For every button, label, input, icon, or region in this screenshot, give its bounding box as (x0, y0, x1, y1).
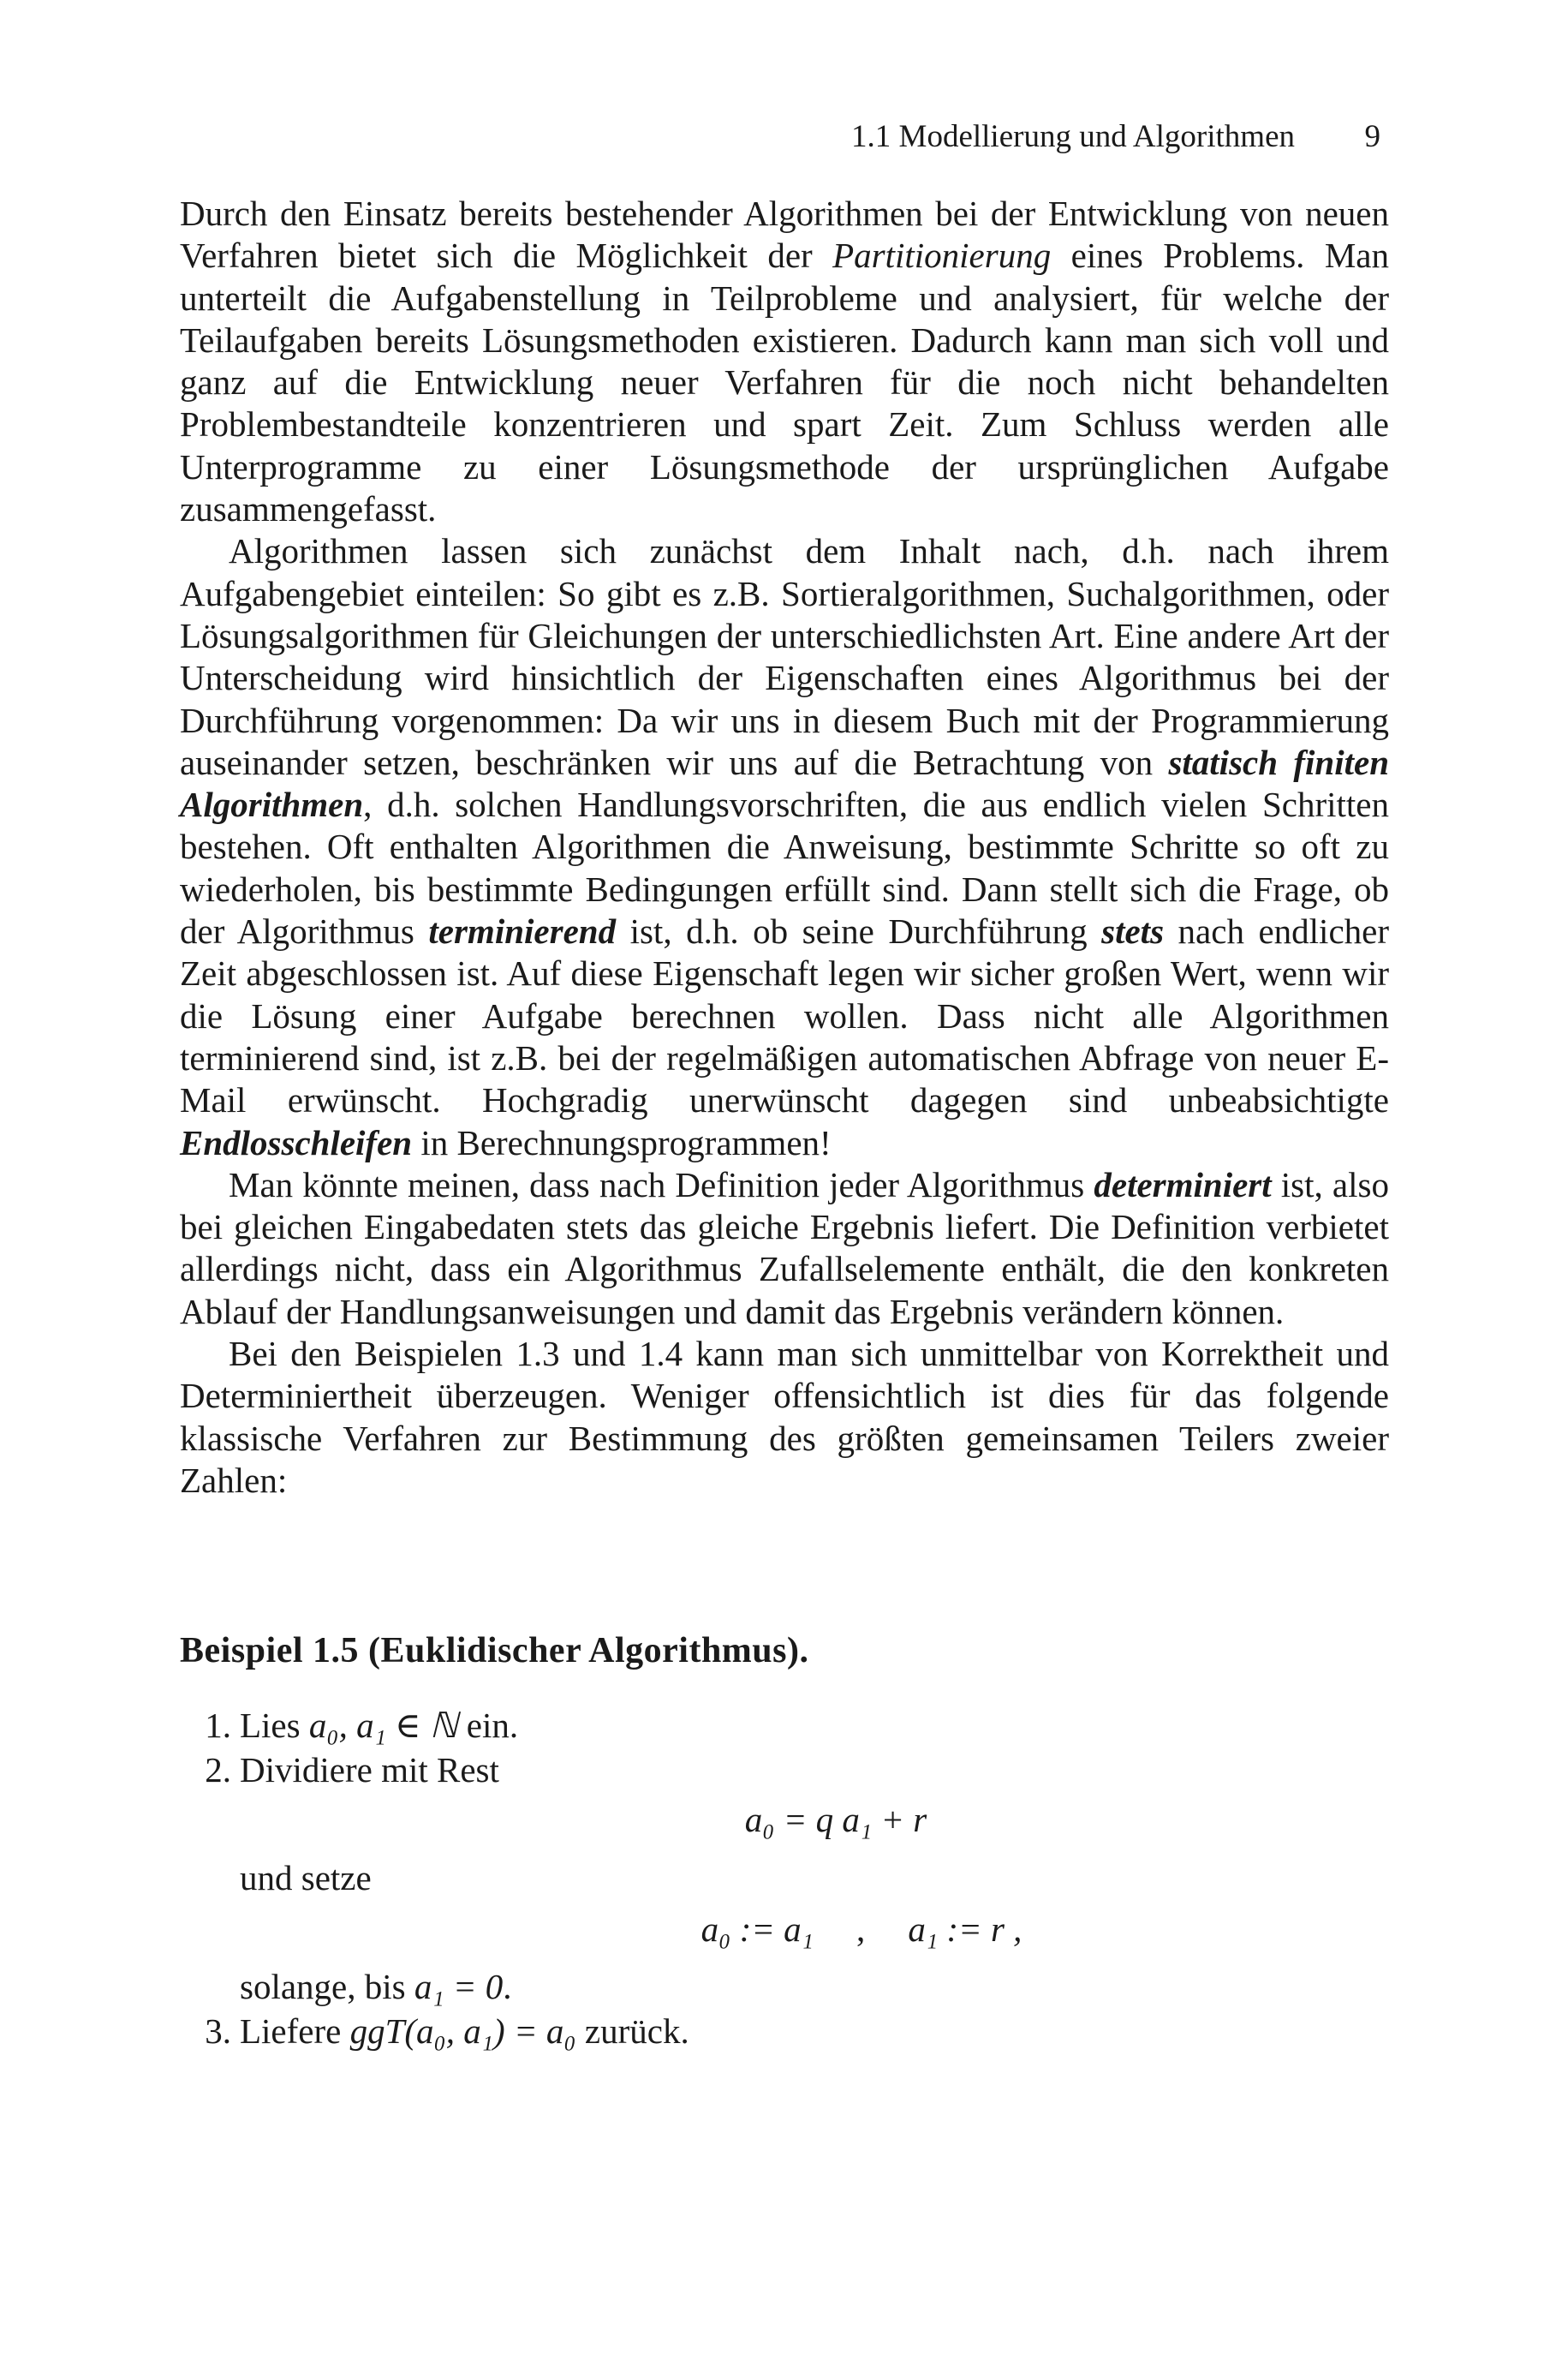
term-partitionierung: Partitionierung (832, 236, 1052, 276)
term-statisch-finit: statisch finiten Algorithmen (180, 742, 1389, 825)
equation-assign (180, 1909, 1466, 1950)
step-number: 2. (205, 1750, 231, 1789)
paragraph-determiniert: Man könnte meinen, dass nach Definition jeder Algorithmus determiniert ist, also bei gleichen Eingabedaten stets das gleiche Ergebnis liefert. Die Definition verbietet allerdings nicht, dass ein Algorithmus Zufallselemente enthält, die den konkreten Ablauf der Handlungsanweisungen und damit das Ergebnis verändern können. (180, 1164, 1389, 1331)
assign-separator: , (856, 1909, 866, 1949)
paragraph-einteilung: Algorithmen lassen sich zunächst dem Inhalt nach, d.h. nach ihrem Aufgabengebiet einteilen: So gibt es z.B. Sortieralgorithmen, Suchalgorithmen, oder Lösungsalgorithmen für Gleichungen der unterschiedlichsten Art. Eine andere Art der Unterscheidung wird hinsichtlich der Eigenschaften eines Algorithmus bei der Durchführung vorgenommen: Da wir uns in diesem Buch mit der Programmierung auseinander setzen, beschränken wir uns auf die Betrachtung von statisch finiten Algorithmen, d.h. solchen Handlungsvorschriften, die aus endlich vielen Schritten bestehen. Oft enthalten Algorithmen die Anweisung, bestimmte Schritte so oft zu wiederholen, bis bestimmte Bedingungen erfüllt sind. Dann stellt sich die Frage, ob der Algorithmus terminierend ist, d.h. ob seine Durchführung stets nach endlicher Zeit abgeschlossen ist. Auf diese Eigenschaft legen wir sicher großen Wert, wenn wir die Lösung einer Aufgabe berechnen wollen. Dass nicht alle Algorithmen terminierend sind, ist z.B. bei der regelmäßigen automatischen Abfrage von neuer E-Mail erwünscht. Hochgradig unerwünscht dagegen sind unbeabsichtigte Endlosschleifen in Berechnungsprogrammen! (180, 531, 1389, 1162)
paragraph-beispiele: Bei den Beispielen 1.3 und 1.4 kann man sich unmittelbar von Korrektheit und Determiniertheit überzeugen. Weniger offensichtlich ist dies für das folgende klassische Verfahren zur Bestimmung des größten gemeinsamen Teilers zweier Zahlen: (180, 1334, 1389, 1500)
und-setze-text: und setze (240, 1858, 372, 1897)
solange-text: solange, bis a₁ = 0. (240, 1967, 512, 2006)
page-number: 9 (1364, 119, 1380, 154)
term-endlosschleifen: Endlosschleifen (180, 1122, 413, 1162)
equation-division: a₀ = q a₁ + r (744, 1800, 927, 1839)
assign-a0: a₀ := a₁ (701, 1909, 814, 1949)
paragraph-partitionierung: Durch den Einsatz bereits bestehender Algorithmen bei der Entwicklung von neuen Verfahren bietet sich die Möglichkeit der Partitionierung eines Problems. Man unterteilt die Aufgabenstellung in Teilprobleme und analysiert, für welche der Teilaufgaben bereits Lösungsmethoden existieren. Dadurch kann man sich voll und ganz auf die Entwicklung neuer Verfahren für die noch nicht behandelten Problembestandteile konzentrieren und spart Zeit. Zum Schluss werden alle Unterprogramme zu einer Lösungsmethode der ursprünglichen Aufgabe zusammengefasst. (180, 194, 1389, 529)
body-text (180, 193, 1389, 1502)
math-inline: a₀, a₁ ∈ ℕ (308, 1706, 458, 1745)
algorithm-steps (180, 1705, 1389, 2064)
step-2: 2. Dividiere mit Rest (180, 1749, 499, 1790)
term-stets: stets (1101, 911, 1165, 952)
math-inline: ggT(a₀, a₁) = a₀ (349, 2011, 576, 2051)
running-head-title: 1.1 Modellierung und Algorithmen (851, 119, 1295, 154)
math-inline: a₁ = 0 (414, 1967, 504, 2006)
term-terminierend: terminierend (428, 911, 617, 952)
step-number: 3. (205, 2011, 231, 2051)
step-3: 3. Liefere ggT(a₀, a₁) = a₀ zurück. (180, 2011, 689, 2052)
step-1: 1. Lies a₀, a₁ ∈ ℕ ein. (180, 1705, 518, 1746)
example-heading: Beispiel 1.5 (Euklidischer Algorithmus). (180, 1631, 809, 1670)
running-head (180, 118, 1389, 161)
step-number: 1. (205, 1706, 231, 1745)
term-determiniert: determiniert (1094, 1164, 1272, 1204)
assign-a1: a₁ := r , (908, 1909, 1022, 1949)
